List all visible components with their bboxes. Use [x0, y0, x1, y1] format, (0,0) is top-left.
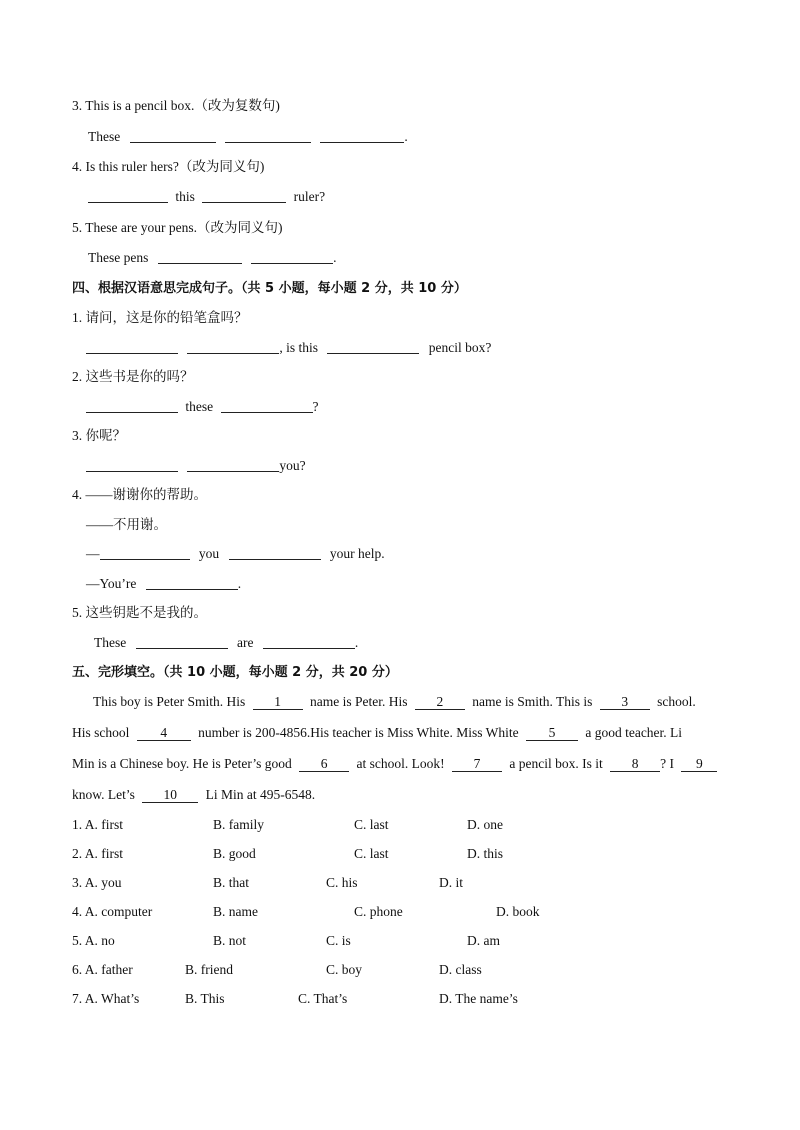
passage-text: name is Peter. His	[310, 694, 408, 709]
passage-text: know. Let’s	[72, 787, 135, 802]
option-c[interactable]: C. is	[326, 933, 351, 948]
passage-text: at school. Look!	[356, 756, 445, 771]
passage-line-1	[93, 693, 696, 711]
answer-blank[interactable]	[86, 339, 178, 354]
passage-line-3	[72, 755, 717, 773]
answer-blank[interactable]	[263, 634, 355, 649]
answer-blank[interactable]	[88, 188, 168, 203]
passage-text: This boy is Peter Smith. His	[93, 694, 246, 709]
passage-text: Min is a Chinese boy. He is Peter’s good	[72, 756, 292, 771]
option-c[interactable]: C. boy	[326, 962, 363, 977]
s4-question-3-answer-line	[86, 457, 306, 475]
answer-word: these	[185, 399, 214, 414]
option-d[interactable]: D. class	[439, 962, 482, 977]
answer-blank[interactable]	[187, 339, 279, 354]
answer-word: ruler?	[293, 189, 326, 204]
option-b[interactable]: B. good	[213, 846, 256, 861]
answer-word: you	[198, 546, 220, 561]
question-4-answer-line	[88, 188, 325, 206]
cloze-blank-10[interactable]: 10	[142, 787, 198, 803]
answer-word: , is this	[279, 340, 319, 355]
s4-question-2-prompt: 2. 这些书是你的吗？	[72, 369, 194, 384]
passage-text: Li Min at 495-6548.	[205, 787, 316, 802]
cloze-blank-9[interactable]: 9	[681, 756, 717, 772]
option-c[interactable]: C. last	[354, 846, 389, 861]
s4-question-1-answer-line	[86, 339, 491, 357]
answer-blank[interactable]	[136, 634, 228, 649]
answer-blank[interactable]	[100, 545, 190, 560]
option-b[interactable]: B. not	[213, 933, 247, 948]
answer-blank[interactable]	[146, 575, 238, 590]
option-a[interactable]: 4. A. computer	[72, 904, 153, 919]
answer-end: .	[333, 250, 337, 265]
option-c[interactable]: C. phone	[354, 904, 403, 919]
s4-question-4-prompt: 4. ——谢谢你的帮助。	[72, 487, 207, 502]
answer-blank[interactable]	[225, 128, 311, 143]
answer-end: .	[404, 129, 408, 144]
cloze-blank-3[interactable]: 3	[600, 694, 650, 710]
option-c[interactable]: C. his	[326, 875, 358, 890]
cloze-blank-1[interactable]: 1	[253, 694, 303, 710]
option-d[interactable]: D. one	[467, 817, 503, 832]
option-a[interactable]: 6. A. father	[72, 962, 133, 977]
answer-blank[interactable]	[320, 128, 404, 143]
s4-question-4-answer-line-2	[86, 575, 241, 593]
passage-text: a pencil box. Is it	[509, 756, 603, 771]
question-5-answer-line	[88, 249, 336, 267]
option-a[interactable]: 2. A. first	[72, 846, 124, 861]
question-3-answer-line	[88, 128, 408, 146]
s4-question-1-prompt: 1. 请问，这是你的铅笔盒吗？	[72, 310, 248, 325]
s4-question-2-answer-line	[86, 398, 319, 416]
answer-blank[interactable]	[229, 545, 321, 560]
answer-blank[interactable]	[158, 249, 242, 264]
question-3-prompt: 3. This is a pencil box.（改为复数句)	[72, 98, 280, 113]
option-d[interactable]: D. The name’s	[439, 991, 518, 1006]
passage-text: number is 200-4856.His teacher is Miss White. Miss White	[198, 725, 519, 740]
answer-blank[interactable]	[251, 249, 333, 264]
option-b[interactable]: B. family	[213, 817, 264, 832]
option-d[interactable]: D. am	[467, 933, 500, 948]
option-d[interactable]: D. it	[439, 875, 464, 890]
option-a[interactable]: 1. A. first	[72, 817, 124, 832]
answer-word: this	[175, 189, 195, 204]
passage-line-4	[72, 786, 315, 804]
passage-text: a good teacher. Li	[585, 725, 683, 740]
s4-question-4-answer-line-1	[86, 545, 385, 563]
dash: —	[86, 546, 100, 561]
option-d[interactable]: D. this	[467, 846, 504, 861]
s4-question-4-reply: ——不用谢。	[86, 517, 167, 532]
answer-blank[interactable]	[221, 398, 313, 413]
option-d[interactable]: D. book	[496, 904, 540, 919]
section-4-heading: 四、根据汉语意思完成句子。（共 5 小题，每小题 2 分，共 10 分）	[72, 281, 467, 296]
answer-end: .	[237, 576, 242, 591]
section-5-heading: 五、完形填空。（共 10 小题，每小题 2 分，共 20 分）	[72, 665, 398, 680]
cloze-blank-6[interactable]: 6	[299, 756, 349, 772]
answer-start: —You’re	[86, 576, 137, 591]
answer-blank[interactable]	[187, 457, 279, 472]
option-b[interactable]: B. that	[213, 875, 249, 890]
question-4-prompt: 4. Is this ruler hers?（改为同义句)	[72, 159, 265, 174]
option-a[interactable]: 3. A. you	[72, 875, 122, 890]
answer-start: These pens	[88, 250, 149, 265]
cloze-blank-8[interactable]: 8	[610, 756, 660, 772]
answer-word: your help.	[329, 546, 385, 561]
question-5-prompt: 5. These are your pens.（改为同义句)	[72, 220, 283, 235]
s4-question-5-prompt: 5. 这些钥匙不是我的。	[72, 605, 207, 620]
answer-blank[interactable]	[202, 188, 286, 203]
option-c[interactable]: C. last	[354, 817, 389, 832]
cloze-blank-7[interactable]: 7	[452, 756, 502, 772]
passage-line-2	[72, 724, 682, 742]
option-b[interactable]: B. friend	[185, 962, 233, 977]
answer-word: are	[236, 635, 254, 650]
answer-start: These	[94, 635, 127, 650]
answer-end: .	[354, 635, 359, 650]
answer-blank[interactable]	[86, 457, 178, 472]
passage-text: name is Smith. This is	[472, 694, 593, 709]
cloze-blank-2[interactable]: 2	[415, 694, 465, 710]
cloze-blank-4[interactable]: 4	[137, 725, 191, 741]
option-b[interactable]: B. This	[185, 991, 225, 1006]
s4-question-5-answer-line	[94, 634, 358, 652]
answer-start: These	[88, 129, 121, 144]
s4-question-3-prompt: 3. 你呢？	[72, 428, 126, 443]
passage-text: school.	[657, 694, 696, 709]
option-a[interactable]: 5. A. no	[72, 933, 115, 948]
passage-text: His school	[72, 725, 130, 740]
passage-text: ? I	[660, 756, 674, 771]
option-a[interactable]: 7. A. What’s	[72, 991, 140, 1006]
answer-blank[interactable]	[327, 339, 419, 354]
answer-blank[interactable]	[86, 398, 178, 413]
answer-word: ?	[312, 399, 319, 414]
cloze-blank-5[interactable]: 5	[526, 725, 578, 741]
answer-blank[interactable]	[130, 128, 216, 143]
answer-word: you?	[279, 458, 306, 473]
option-c[interactable]: C. That’s	[298, 991, 348, 1006]
answer-word: pencil box?	[428, 340, 492, 355]
option-b[interactable]: B. name	[213, 904, 258, 919]
